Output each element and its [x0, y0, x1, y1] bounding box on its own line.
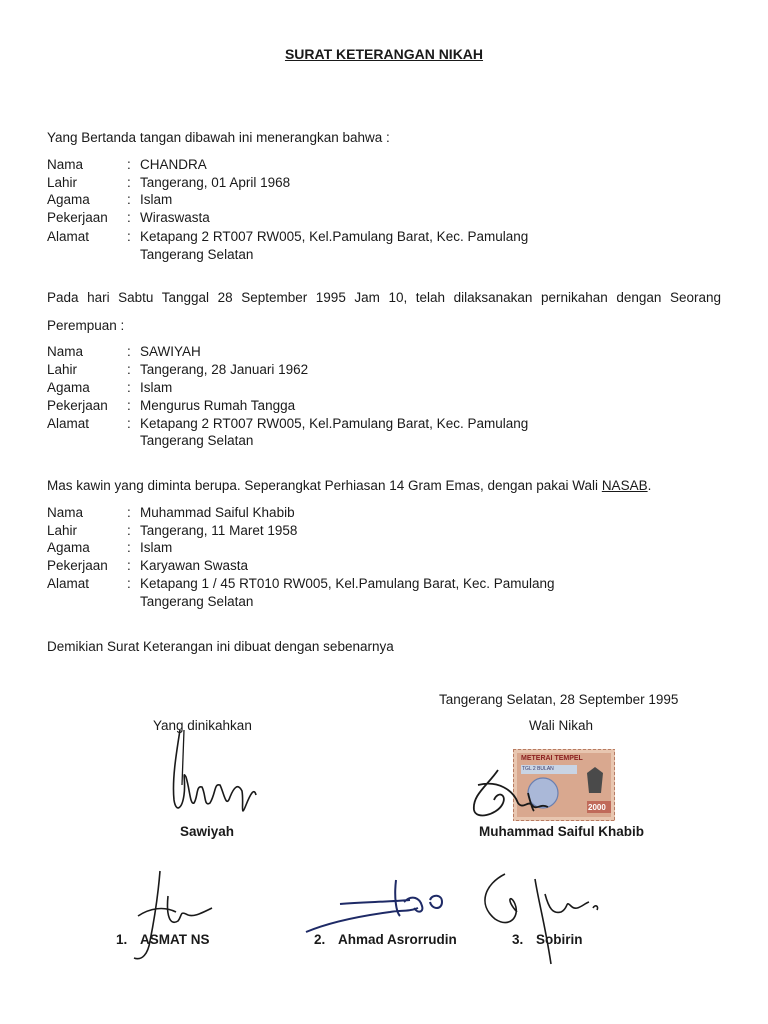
marriage-paragraph-line2: Perempuan : [47, 318, 125, 333]
dowry-text: Mas kawin yang diminta berupa. Seperangkat Perhiasan 14 Gram Emas, dengan pakai Wali [47, 478, 602, 493]
stamp-value: 2000 [588, 803, 606, 812]
signature-muhammad-saiful-khabib [468, 765, 558, 825]
label-agama: Agama [47, 192, 90, 207]
groom-lahir: Tangerang, 01 April 1968 [140, 175, 291, 190]
bride-lahir: Tangerang, 28 Januari 1962 [140, 362, 309, 377]
guardian-alamat-line1: Ketapang 1 / 45 RT010 RW005, Kel.Pamulang Barat, Kec. Pamulang [140, 576, 555, 591]
document-title: SURAT KETERANGAN NIKAH [284, 46, 484, 62]
witness-2-name: Ahmad Asrorrudin [338, 932, 457, 947]
label-nama: Nama [47, 157, 84, 172]
label-alamat: Alamat [47, 229, 90, 244]
guardian-agama: Islam [140, 540, 173, 555]
guardian-lahir: Tangerang, 11 Maret 1958 [140, 523, 298, 538]
colon: : [127, 505, 131, 520]
intro-text: Yang Bertanda tangan dibawah ini menerangkan bahwa : [47, 130, 390, 145]
groom-pekerjaan: Wiraswasta [140, 210, 210, 225]
colon: : [127, 362, 131, 377]
signature-witness-1 [120, 866, 230, 966]
bride-nama: SAWIYAH [140, 344, 201, 359]
guardian-pekerjaan: Karyawan Swasta [140, 558, 249, 573]
dowry-wali-type: NASAB [601, 478, 648, 493]
groom-agama: Islam [140, 192, 173, 207]
colon: : [127, 576, 131, 591]
bride-pekerjaan: Mengurus Rumah Tangga [140, 398, 296, 413]
label-agama: Agama [47, 540, 90, 555]
bride-alamat-line1: Ketapang 2 RT007 RW005, Kel.Pamulang Barat, Kec. Pamulang [140, 416, 529, 431]
bride-agama: Islam [140, 380, 173, 395]
guardian-nama: Muhammad Saiful Khabib [140, 505, 295, 520]
label-lahir: Lahir [47, 175, 78, 190]
right-signer-role: Wali Nikah [529, 718, 594, 733]
left-signer-name: Sawiyah [180, 824, 235, 839]
dowry-end: . [647, 478, 652, 493]
colon: : [127, 210, 131, 225]
label-lahir: Lahir [47, 523, 78, 538]
witness-1-number: 1. [116, 932, 128, 947]
label-pekerjaan: Pekerjaan [47, 398, 108, 413]
marriage-paragraph-line1: Pada hari Sabtu Tanggal 28 September 1995 Jam 10, telah dilaksanakan pernikahan dengan Seorang [47, 290, 721, 305]
closing-text: Demikian Surat Keterangan ini dibuat dengan sebenarnya [47, 639, 394, 654]
witness-1-name: ASMAT NS [140, 932, 210, 947]
colon: : [127, 157, 131, 172]
label-alamat: Alamat [47, 416, 90, 431]
colon: : [127, 558, 131, 573]
colon: : [127, 344, 131, 359]
place-date: Tangerang Selatan, 28 September 1995 [439, 692, 679, 707]
guardian-alamat-line2: Tangerang Selatan [140, 594, 254, 609]
label-agama: Agama [47, 380, 90, 395]
stamp-subheader: TGL 2 BULAN [522, 766, 554, 772]
label-lahir: Lahir [47, 362, 78, 377]
colon: : [127, 380, 131, 395]
colon: : [127, 540, 131, 555]
right-signer-name: Muhammad Saiful Khabib [479, 824, 645, 839]
witness-3-number: 3. [512, 932, 524, 947]
colon: : [127, 398, 131, 413]
signature-sawiyah [160, 725, 270, 835]
dowry-paragraph [47, 478, 651, 493]
colon: : [127, 175, 131, 190]
left-signer-role: Yang dinikahkan [153, 718, 252, 733]
label-alamat: Alamat [47, 576, 90, 591]
groom-nama: CHANDRA [140, 157, 207, 172]
label-pekerjaan: Pekerjaan [47, 558, 108, 573]
witness-2-number: 2. [314, 932, 326, 947]
label-nama: Nama [47, 344, 84, 359]
witness-3-name: Sobirin [536, 932, 583, 947]
label-nama: Nama [47, 505, 84, 520]
groom-alamat-line1: Ketapang 2 RT007 RW005, Kel.Pamulang Barat, Kec. Pamulang [140, 229, 529, 244]
groom-alamat-line2: Tangerang Selatan [140, 247, 254, 262]
colon: : [127, 192, 131, 207]
stamp-header: METERAI TEMPEL [521, 755, 583, 762]
bride-alamat-line2: Tangerang Selatan [140, 433, 254, 448]
colon: : [127, 229, 131, 244]
label-pekerjaan: Pekerjaan [47, 210, 108, 225]
colon: : [127, 523, 131, 538]
colon: : [127, 416, 131, 431]
signature-witness-3 [475, 864, 605, 974]
